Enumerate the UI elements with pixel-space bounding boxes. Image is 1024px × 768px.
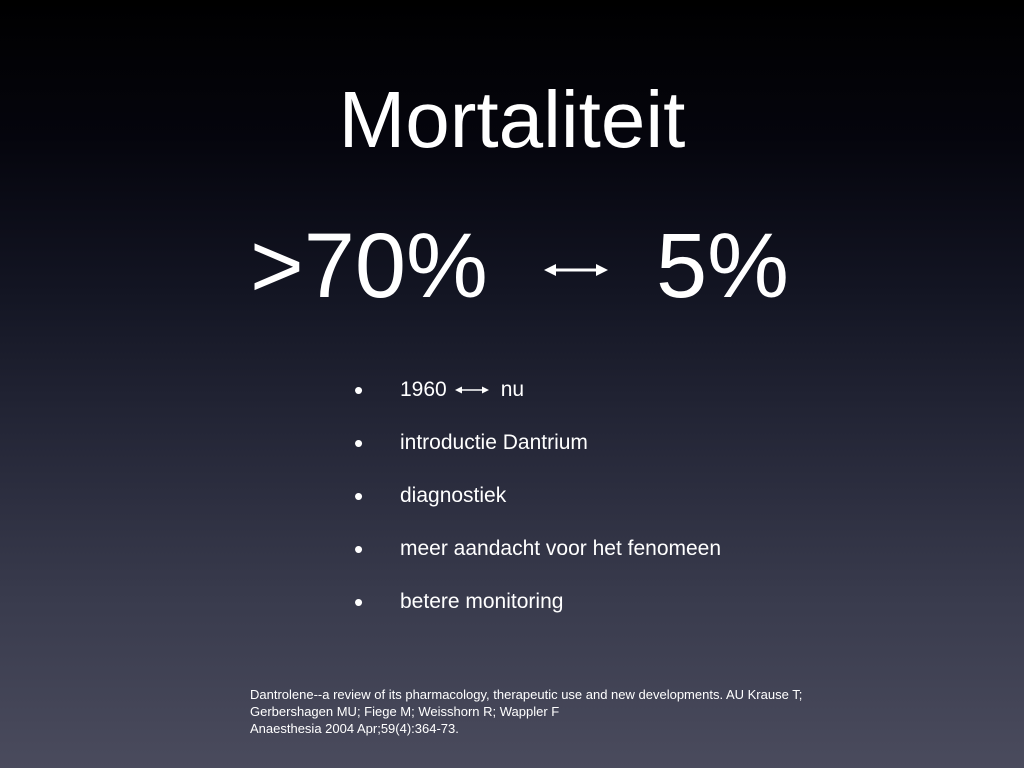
bullet-icon: • bbox=[354, 428, 364, 458]
reference-citation bbox=[250, 686, 870, 737]
year-start: 1960 bbox=[400, 378, 447, 402]
reference-line: Dantrolene--a review of its pharmacology, therapeutic use and new developments. AU Krause T; bbox=[250, 687, 803, 702]
bullet-text: betere monitoring bbox=[400, 590, 564, 613]
bullet-text: meer aandacht voor het fenomeen bbox=[400, 537, 722, 560]
year-end: nu bbox=[500, 378, 525, 402]
slide-title: Mortaliteit bbox=[338, 75, 686, 164]
bullet-icon: • bbox=[354, 481, 364, 511]
reference-line: Anaesthesia 2004 Apr;59(4):364-73. bbox=[250, 721, 459, 736]
bullet-text bbox=[400, 370, 524, 410]
mortality-comparison bbox=[0, 216, 1024, 316]
bullet-icon: • bbox=[354, 534, 364, 564]
bullet-text: diagnostiek bbox=[400, 484, 507, 507]
bullet-icon: • bbox=[354, 587, 364, 617]
bullet-icon: • bbox=[354, 375, 364, 405]
double-arrow-icon bbox=[544, 262, 608, 278]
stat-after: 5% bbox=[656, 215, 789, 317]
bullet-text: introductie Dantrium bbox=[400, 431, 588, 454]
double-arrow-icon bbox=[455, 385, 489, 395]
reference-line: Gerbershagen MU; Fiege M; Weisshorn R; Wappler F bbox=[250, 704, 560, 719]
stat-before: >70% bbox=[250, 215, 488, 317]
